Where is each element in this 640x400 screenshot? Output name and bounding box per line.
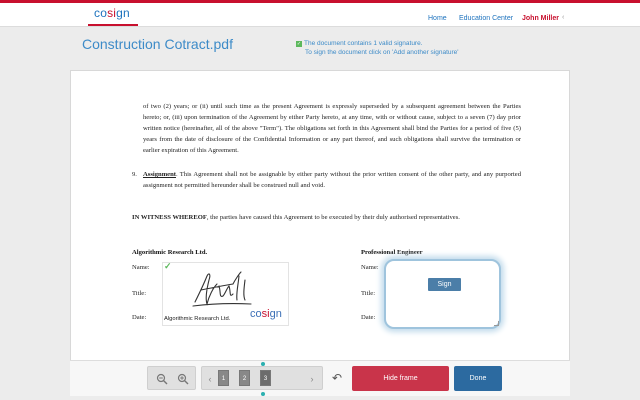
signature-status [296,39,459,57]
zoom-controls [147,366,196,390]
current-page-marker-bottom [261,392,265,396]
witness-paragraph [132,212,522,223]
left-title-label: Title: [132,290,147,297]
signer-organization: Algorithmic Research Ltd. [164,316,231,322]
left-date-label: Date: [132,314,147,321]
page-navigator [201,366,323,390]
right-name-label: Name: [361,264,379,271]
valid-signature-checkmark-icon: ✓ [164,261,172,271]
status-line-2: To sign the document click on 'Add another signature' [305,49,459,56]
nav-education-link[interactable]: Education Center [459,15,514,22]
right-date-label: Date: [361,314,376,321]
page-thumbnail-1[interactable]: 1 [218,370,229,386]
assignment-heading: Assignment [143,171,176,178]
page-thumbnail-2[interactable]: 2 [239,370,250,386]
page-thumbnail-3[interactable]: 3 [260,370,271,386]
current-page-marker-top [261,362,265,366]
checkmark-icon: ✓ [296,41,302,47]
right-party-name: Professional Engineer [361,249,423,256]
cosign-logo[interactable]: cosign [94,6,130,20]
paragraph-term: of two (2) years; or (ii) until such time as the present Agreement is expressly superseded by a subsequent agreement between the Parties hereto; or, (iii) upon termination of the Agreement by either Party hereto, at any time, with or without cause, subject to a seven (7) day prior written notice (hereinafter, all of the above "Term"). The obligations set forth in this Agreement shall bind the Parties for a period of five (5) years from the date of disclosure of the Confidential Information or any part thereof, and such obligations shall survive the termination or earlier expiration of this Agreement. [143,103,521,154]
done-button[interactable]: Done [454,366,502,391]
zoom-in-icon[interactable] [174,370,192,388]
left-name-label: Name: [132,264,150,271]
zoom-out-icon[interactable] [153,370,171,388]
document-title: Construction Cotract.pdf [82,36,233,52]
left-party-name: Algorithmic Research Ltd. [132,249,208,256]
paragraph-number: 9. [132,171,137,178]
chevron-right-icon[interactable]: › [310,374,314,384]
witness-heading: IN WITNESS WHEREOF [132,214,207,221]
logo-underline [88,24,138,26]
nav-home-link[interactable]: Home [428,15,447,22]
undo-icon[interactable]: ↶ [331,371,343,385]
sign-button[interactable]: Sign [428,278,461,291]
paragraph-assignment [143,169,521,191]
chevron-left-icon[interactable]: ‹ [208,374,212,384]
app-header [0,3,640,27]
status-line-1: The document contains 1 valid signature. [304,40,423,47]
handwritten-signature [189,266,255,312]
cosign-stamp-logo: cosign [250,308,282,320]
assignment-text: . This Agreement shall not be assignable by either party without the prior written consent of the other party, and any purported assignment not permitted hereunder shall be construed null and void. [143,171,521,189]
witness-text: , the parties have caused this Agreement to be executed by their duly authorised representatives. [206,214,460,221]
right-title-label: Title: [361,290,376,297]
resize-handle-icon[interactable] [494,321,499,326]
user-menu-caret-icon[interactable]: ‹ [562,14,565,21]
nav-user-menu[interactable]: John Miller [522,15,559,22]
empty-signature-field[interactable] [384,259,501,329]
hide-frame-button[interactable]: Hide frame [352,366,449,391]
document-page [70,70,570,362]
